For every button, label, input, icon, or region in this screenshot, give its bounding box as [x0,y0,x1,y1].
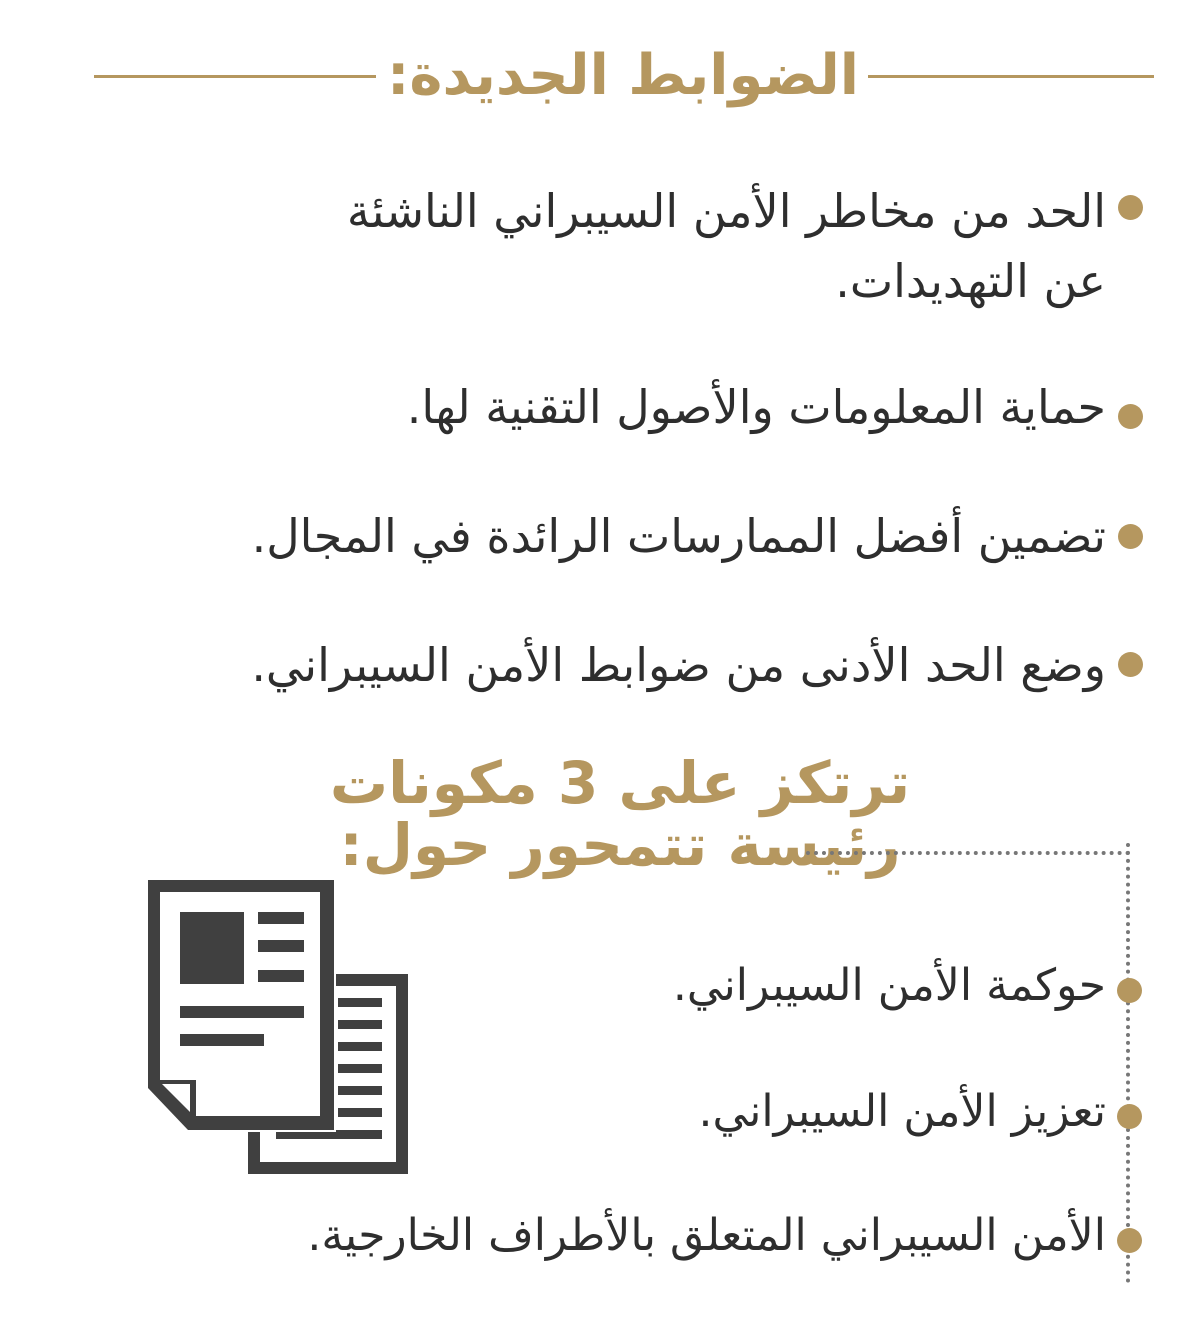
component-item-1: حوكمة الأمن السيبراني. [672,960,1106,1011]
components-heading: ترتكز على 3 مكونات رئيسة تتمحور حول: [329,749,911,879]
connector-dotted-horizontal [806,851,1130,855]
bullet-dot [1117,1104,1142,1129]
page-title: الضوابط الجديدة: [387,43,859,108]
objective-item-1: الحد من مخاطر الأمن السيبراني الناشئة عن التهديدات. [346,184,1106,308]
documents-icon [148,880,410,1176]
objective-item-2: حماية المعلومات والأصول التقنية لها. [406,380,1106,434]
bullet-dot [1118,524,1143,549]
header-rule-right [868,75,1154,78]
bullet-dot [1117,978,1142,1003]
bullet-dot [1118,652,1143,677]
connector-dotted-vertical [1126,843,1130,1283]
objective-item-3: تضمين أفضل الممارسات الرائدة في المجال. [251,509,1106,563]
bullet-dot [1118,404,1143,429]
header-rule-left [94,75,376,78]
component-item-3: الأمن السيبراني المتعلق بالأطراف الخارجية. [307,1210,1106,1261]
objective-item-4: وضع الحد الأدنى من ضوابط الأمن السيبراني. [251,638,1106,692]
bullet-dot [1118,195,1143,220]
component-item-2: تعزيز الأمن السيبراني. [698,1086,1106,1137]
bullet-dot [1117,1228,1142,1253]
